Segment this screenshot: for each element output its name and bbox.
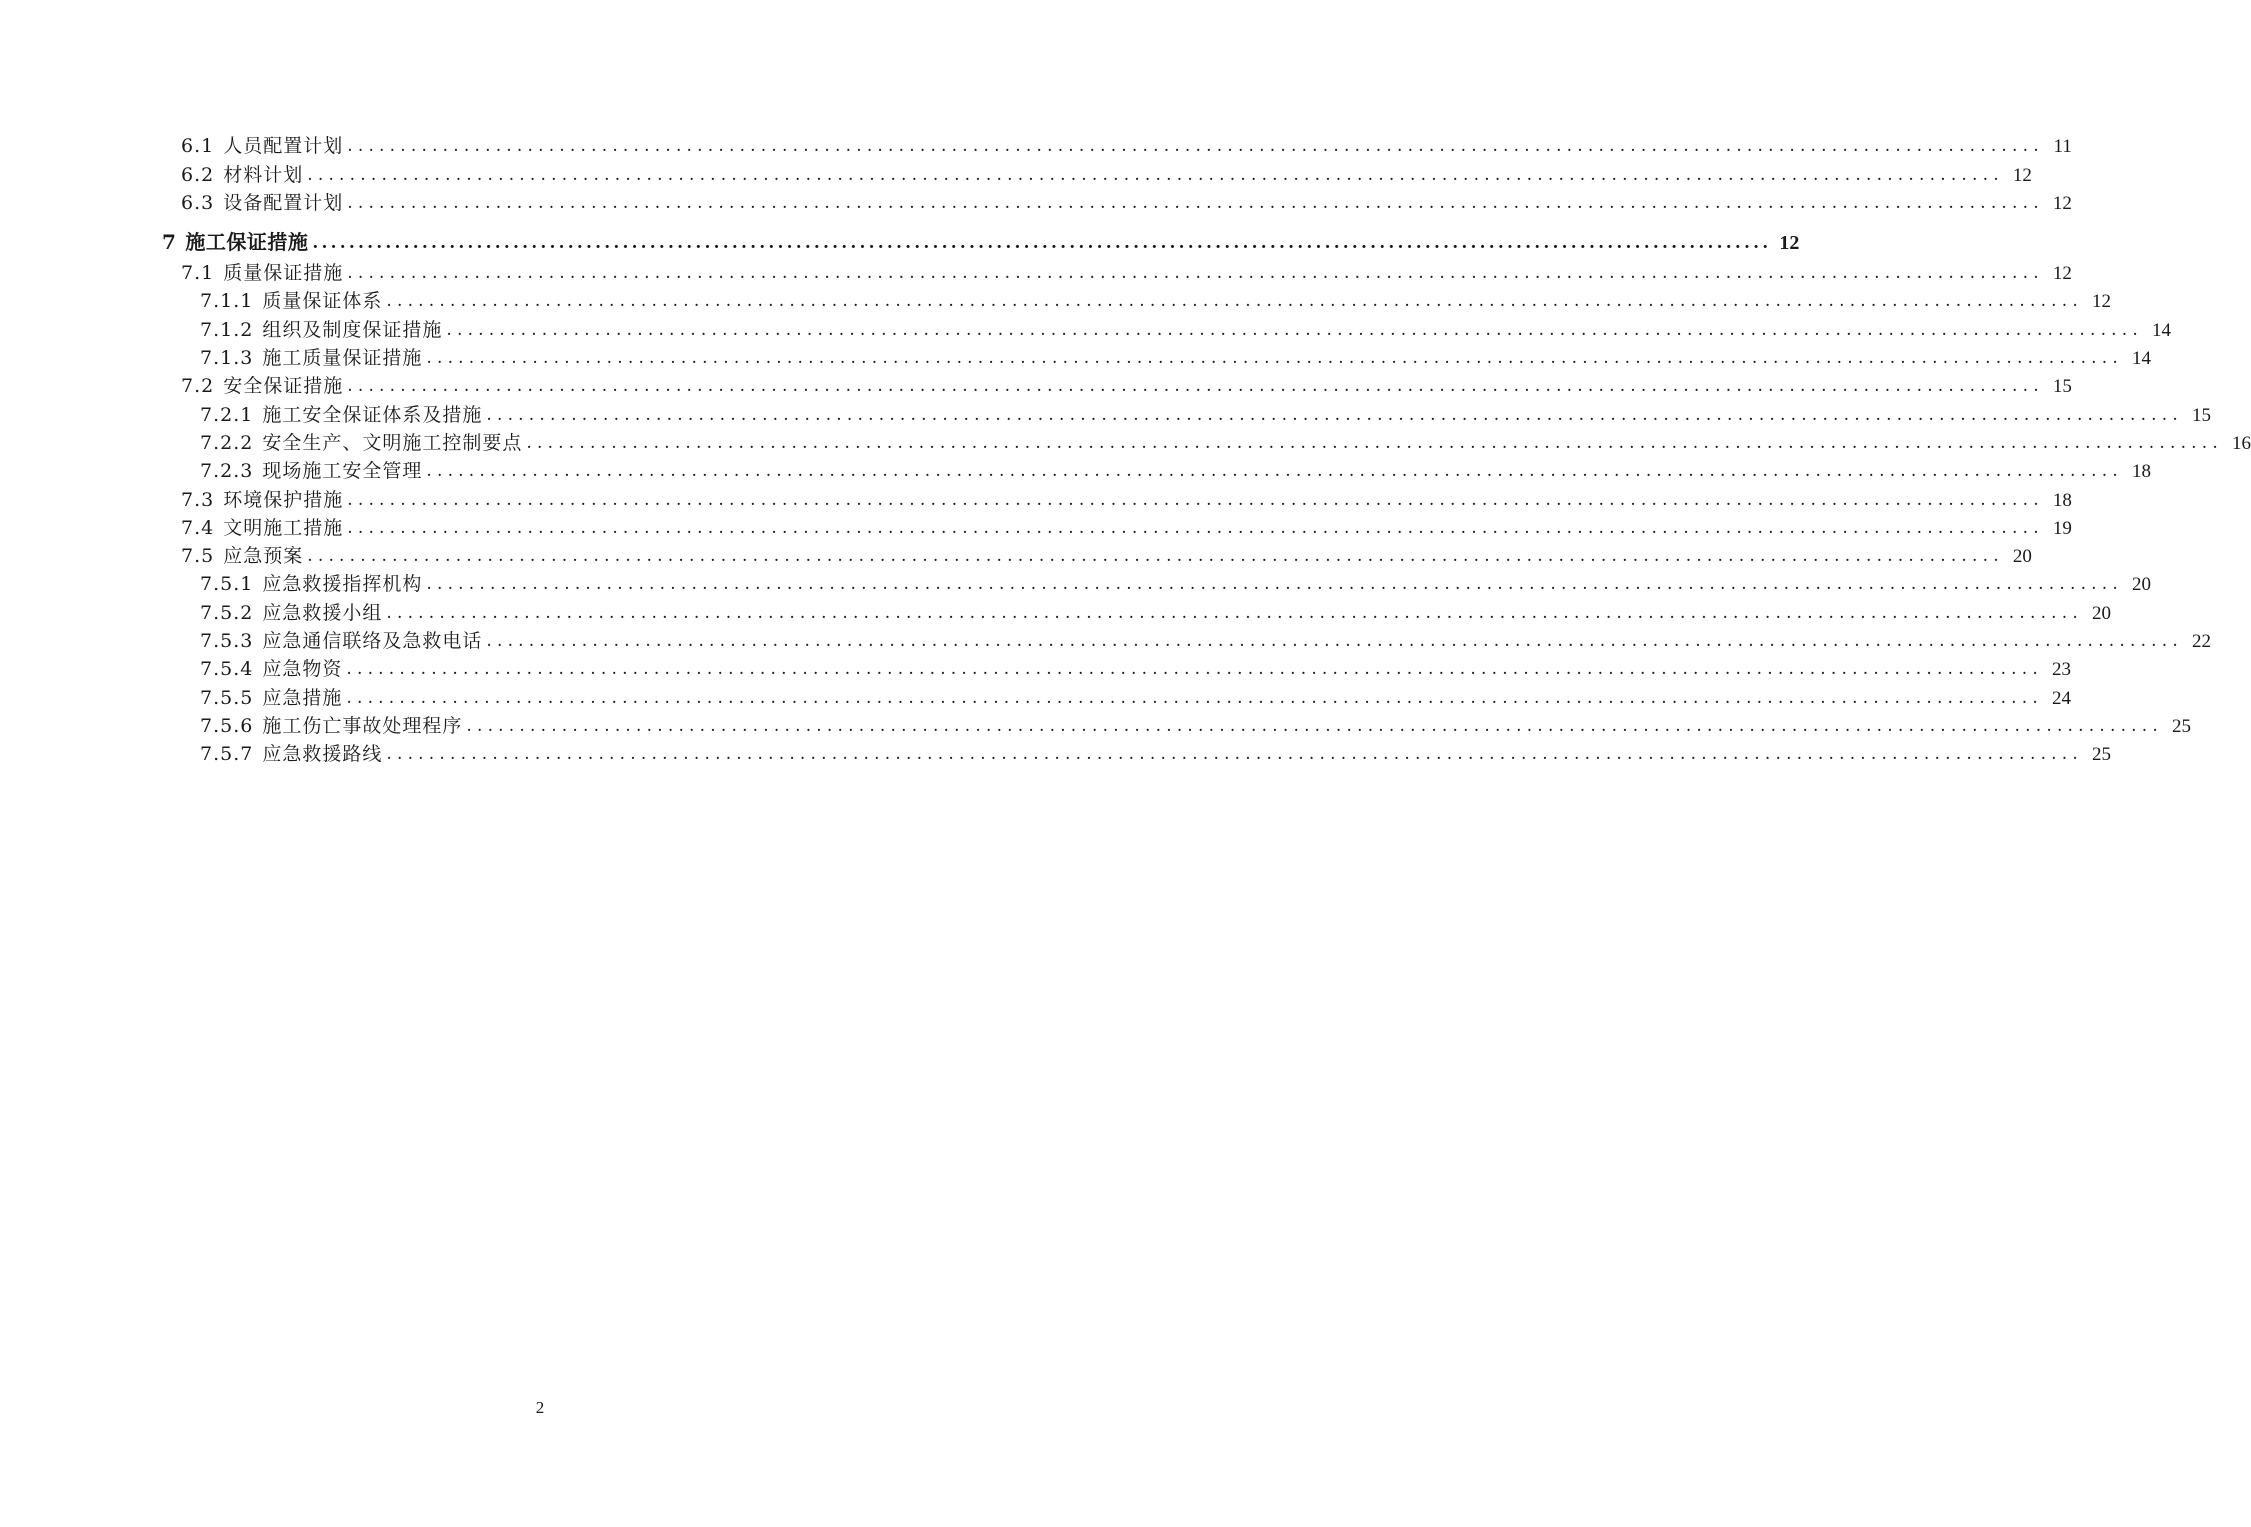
toc-entry-title — [200, 286, 382, 313]
toc-entry-page: 23 — [2051, 659, 2071, 681]
toc-entry-number: 7.4 — [181, 516, 215, 539]
toc-entry-text: 现场施工安全管理 — [262, 460, 423, 483]
toc-entry[interactable] — [0, 158, 2032, 186]
toc-entry[interactable] — [0, 130, 2072, 158]
toc-entry[interactable] — [0, 370, 2072, 398]
toc-dot-leader: ................................................................................................................................................................ — [307, 164, 2004, 185]
toc-entry[interactable] — [0, 455, 2151, 483]
toc-dot-leader: ................................................................................................................................................................ — [307, 546, 2004, 567]
toc-entry-number: 7.2 — [181, 375, 215, 398]
toc-dot-leader: ................................................................................................................................................................ — [347, 136, 2044, 157]
toc-entry-page: 25 — [2171, 715, 2191, 737]
toc-entry-page: 20 — [2012, 546, 2032, 568]
toc-entry-title — [181, 513, 343, 540]
toc-entry-title — [200, 711, 462, 738]
toc-entry-title — [181, 258, 343, 285]
toc-entry-page: 24 — [2051, 687, 2071, 709]
toc-entry-text: 安全生产、文明施工控制要点 — [262, 431, 523, 454]
toc-dot-leader: ................................................................................................................................................................ — [486, 404, 2183, 425]
page-number: 2 — [535, 1398, 545, 1417]
toc-entry-text: 人员配置计划 — [223, 135, 344, 158]
toc-entry-number: 7.5 — [181, 545, 215, 568]
toc-entry-text: 施工质量保证措施 — [262, 347, 423, 370]
toc-entry-title — [200, 654, 342, 681]
toc-entry-number: 7.5.6 — [200, 714, 254, 737]
toc-entry-page: 20 — [2091, 602, 2111, 624]
toc-entry-text: 质量保证体系 — [262, 290, 383, 313]
toc-entry-title — [200, 428, 522, 455]
toc-entry[interactable] — [0, 285, 2111, 313]
toc-dot-leader: ................................................................................................................................................................ — [386, 744, 2083, 765]
toc-entry-page: 12 — [2012, 164, 2032, 186]
toc-entry-text: 组织及制度保证措施 — [262, 318, 443, 341]
toc-entry-number: 7.2.2 — [200, 431, 254, 454]
toc-entry[interactable] — [0, 540, 2032, 568]
toc-entry-title — [181, 371, 343, 398]
toc-entry[interactable] — [0, 313, 2171, 341]
toc-entry-page: 11 — [2053, 136, 2072, 158]
toc-dot-leader: ................................................................................................................................................................ — [466, 715, 2163, 736]
toc-entry-text: 环境保护措施 — [223, 488, 344, 511]
toc-entry-number: 6.1 — [181, 135, 215, 158]
toc-dot-leader: ................................................................................................................................................................ — [347, 192, 2044, 213]
toc-entry-title — [181, 541, 303, 568]
toc-entry-page: 18 — [2131, 461, 2151, 483]
toc-dot-leader: ................................................................................................................................................................ — [386, 291, 2083, 312]
toc-entry-text: 应急措施 — [262, 686, 343, 709]
toc-entry-number: 7.5.7 — [200, 743, 254, 766]
toc-entry-number: 7.1.1 — [200, 290, 254, 313]
toc-entry-page: 12 — [2052, 192, 2072, 214]
toc-entry-title — [200, 569, 422, 596]
toc-entry[interactable] — [0, 653, 2071, 681]
toc-entry-title — [181, 160, 303, 187]
toc-entry-title — [181, 485, 343, 512]
table-of-contents — [0, 130, 2251, 766]
toc-entry[interactable] — [0, 512, 2072, 540]
toc-entry-text: 应急救援指挥机构 — [262, 573, 423, 596]
toc-entry-number: 7.5.2 — [200, 601, 254, 624]
toc-entry[interactable] — [0, 625, 2211, 653]
toc-entry[interactable] — [0, 257, 2072, 285]
toc-entry-number: 6.3 — [181, 191, 215, 214]
toc-entry-page: 22 — [2191, 631, 2211, 653]
toc-entry-text: 质量保证措施 — [223, 262, 344, 285]
toc-dot-leader: ................................................................................................................................................................ — [446, 319, 2143, 340]
toc-entry-page: 14 — [2151, 319, 2171, 341]
toc-dot-leader: ................................................................................................................................................................ — [526, 432, 2223, 453]
toc-entry-number: 7.5.5 — [200, 686, 254, 709]
toc-dot-leader: ................................................................................................................................................................ — [426, 348, 2123, 369]
toc-entry[interactable] — [0, 342, 2151, 370]
toc-entry-title — [200, 343, 422, 370]
toc-entry-text: 应急通信联络及急救电话 — [262, 630, 483, 653]
toc-entry-text: 施工伤亡事故处理程序 — [262, 714, 463, 737]
toc-entry[interactable] — [0, 596, 2111, 624]
toc-entry-title — [181, 188, 343, 215]
toc-dot-leader: ................................................................................................................................................................ — [346, 687, 2043, 708]
toc-entry-text: 应急救援路线 — [262, 743, 383, 766]
toc-entry-text: 设备配置计划 — [223, 191, 344, 214]
toc-dot-leader: ................................................................................................................................................................ — [426, 461, 2123, 482]
toc-entry[interactable] — [0, 681, 2071, 709]
toc-entry[interactable] — [0, 568, 2151, 596]
toc-entry-number: 6.2 — [181, 163, 215, 186]
toc-entry-title — [200, 456, 422, 483]
toc-entry-text: 应急救援小组 — [262, 601, 383, 624]
toc-entry-title — [200, 315, 442, 342]
toc-entry-number: 7 — [162, 229, 177, 254]
toc-entry-page: 19 — [2052, 517, 2072, 539]
toc-entry-text: 安全保证措施 — [223, 375, 344, 398]
toc-entry-number: 7.5.4 — [200, 658, 254, 681]
toc-entry[interactable] — [0, 215, 1800, 255]
toc-entry-page: 16 — [2231, 432, 2251, 454]
toc-entry-title — [200, 739, 382, 766]
toc-entry-title — [181, 131, 343, 158]
toc-entry-page: 25 — [2091, 744, 2111, 766]
toc-entry-number: 7.2.1 — [200, 403, 254, 426]
toc-entry-text: 文明施工措施 — [223, 516, 344, 539]
toc-dot-leader: ................................................................................................................................................................ — [312, 232, 1772, 253]
toc-entry-number: 7.1.2 — [200, 318, 254, 341]
toc-dot-leader: ................................................................................................................................................................ — [347, 489, 2044, 510]
toc-entry[interactable] — [0, 738, 2111, 766]
toc-entry-title — [200, 400, 482, 427]
toc-entry-page: 15 — [2191, 404, 2211, 426]
toc-entry-title — [200, 626, 482, 653]
toc-entry[interactable] — [0, 187, 2072, 215]
toc-entry-text: 应急预案 — [223, 545, 304, 568]
toc-entry-page: 12 — [1779, 231, 1800, 254]
toc-dot-leader: ................................................................................................................................................................ — [347, 517, 2044, 538]
toc-entry-page: 12 — [2091, 291, 2111, 313]
toc-entry-number: 7.3 — [181, 488, 215, 511]
toc-entry-page: 14 — [2131, 348, 2151, 370]
toc-entry[interactable] — [0, 398, 2211, 426]
toc-entry-text: 应急物资 — [262, 658, 343, 681]
toc-entry-number: 7.1 — [181, 262, 215, 285]
toc-entry[interactable] — [0, 427, 2251, 455]
toc-entry-page: 20 — [2131, 574, 2151, 596]
toc-entry[interactable] — [0, 483, 2072, 511]
toc-entry-text: 材料计划 — [223, 163, 304, 186]
toc-entry-page: 12 — [2052, 263, 2072, 285]
toc-entry-title — [200, 683, 342, 710]
toc-dot-leader: ................................................................................................................................................................ — [347, 376, 2044, 397]
toc-entry-text: 施工保证措施 — [185, 229, 309, 254]
toc-entry-number: 7.2.3 — [200, 460, 254, 483]
toc-entry-title — [200, 598, 382, 625]
toc-entry[interactable] — [0, 710, 2191, 738]
toc-dot-leader: ................................................................................................................................................................ — [386, 602, 2083, 623]
toc-entry-number: 7.5.1 — [200, 573, 254, 596]
toc-entry-number: 7.5.3 — [200, 630, 254, 653]
toc-dot-leader: ................................................................................................................................................................ — [486, 631, 2183, 652]
toc-entry-title — [162, 226, 308, 255]
toc-entry-page: 15 — [2052, 376, 2072, 398]
toc-dot-leader: ................................................................................................................................................................ — [347, 263, 2044, 284]
toc-entry-number: 7.1.3 — [200, 347, 254, 370]
toc-dot-leader: ................................................................................................................................................................ — [426, 574, 2123, 595]
toc-entry-text: 施工安全保证体系及措施 — [262, 403, 483, 426]
toc-dot-leader: ................................................................................................................................................................ — [346, 659, 2043, 680]
toc-entry-page: 18 — [2052, 489, 2072, 511]
